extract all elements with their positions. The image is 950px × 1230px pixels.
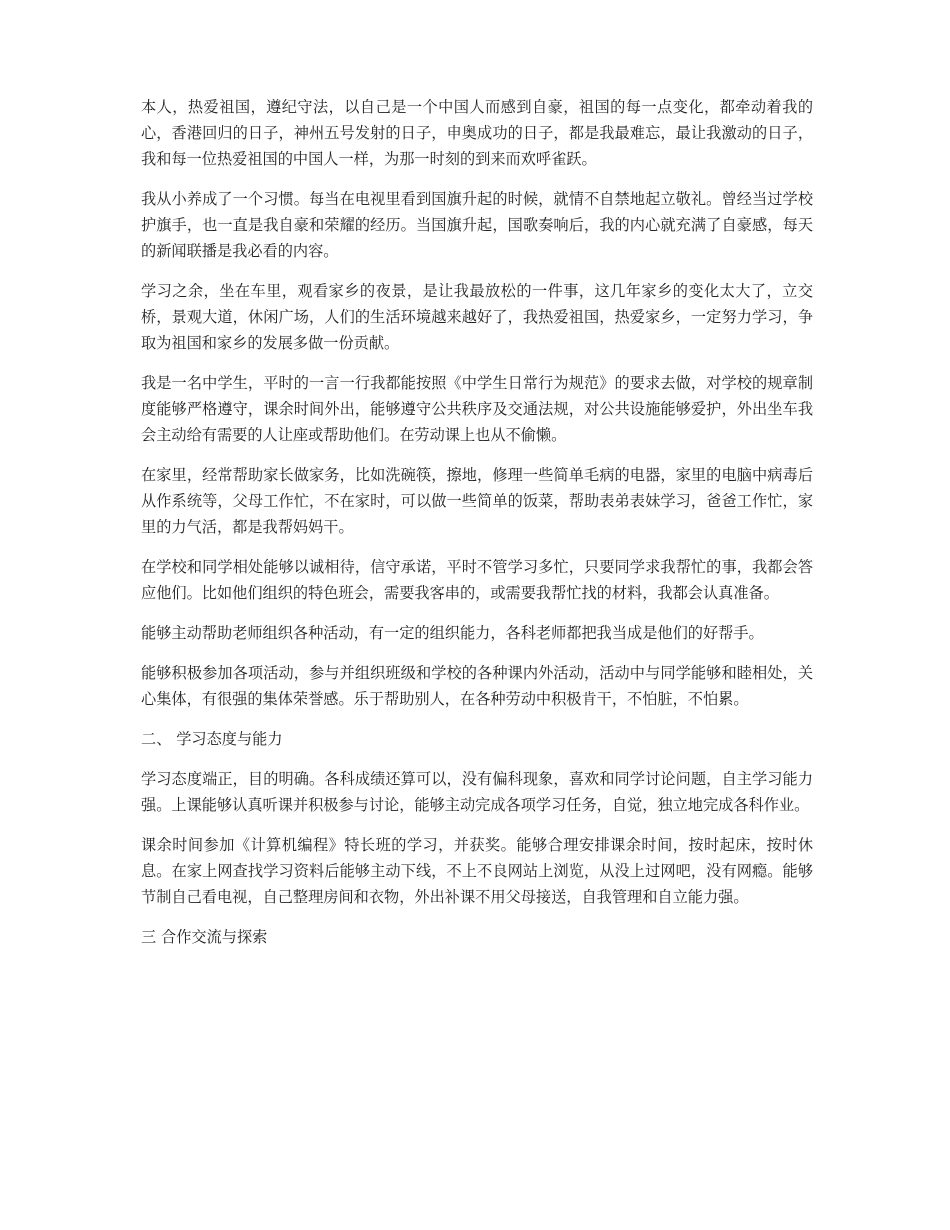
paragraph-home: 在家里，经常帮助家长做家务，比如洗碗筷，擦地，修理一些简单毛病的电器，家里的电脑中病毒后从作系统等，父母工作忙，不在家时，可以做一些简单的饭菜，帮助表弟表妹学习，爸爸工作忙，家里的力气活，都是我帮妈妈干。 [141, 466, 813, 536]
section-heading-study: 二、 学习态度与能力 [141, 730, 283, 748]
paragraph-patriotism: 本人，热爱祖国，遵纪守法，以自己是一个中国人而感到自豪，祖国的每一点变化，都牵动着我的心，香港回归的日子，神州五号发射的日子，申奥成功的日子，都是我最难忘，最让我激动的日子，我和每一位热爱祖国的中国人一样，为那一时刻的到来而欢呼雀跃。 [141, 98, 813, 168]
paragraph-activities: 能够积极参加各项活动，参与并组织班级和学校的各种课内外活动，活动中与同学能够和睦相处，关心集体，有很强的集体荣誉感。乐于帮助别人，在各种劳动中积极肯干，不怕脏，不怕累。 [141, 664, 813, 708]
document-body [141, 94, 813, 964]
paragraph-hometown: 学习之余，坐在车里，观看家乡的夜景，是让我最放松的一件事，这几年家乡的变化太大了，立交桥，景观大道，休闲广场，人们的生活环境越来越好了，我热爱祖国，热爱家乡，一定努力学习，争取为祖国和家乡的发展多做一份贡献。 [141, 282, 813, 352]
paragraph-study-attitude: 学习态度端正，目的明确。各科成绩还算可以，没有偏科现象，喜欢和同学讨论问题，自主学习能力强。上课能够认真听课并积极参与讨论，能够主动完成各项学习任务，自觉，独立地完成各科作业。 [141, 770, 813, 814]
paragraph-teacher-helper: 能够主动帮助老师组织各种活动，有一定的组织能力，各科老师都把我当成是他们的好帮手。 [141, 624, 764, 642]
paragraph-classmates: 在学校和同学相处能够以诚相待，信守承诺，平时不管学习多忙，只要同学求我帮忙的事，我都会答应他们。比如他们组织的特色班会，需要我客串的，或需要我帮忙找的材料，我都会认真准备。 [141, 558, 813, 602]
paragraph-after-school: 课余时间参加《计算机编程》特长班的学习，并获奖。能够合理安排课余时间，按时起床，按时休息。在家上网查找学习资料后能够主动下线，不上不良网站上浏览，从没上过网吧，没有网瘾。能够节制自己看电视，自己整理房间和衣物，外出补课不用父母接送，自我管理和自立能力强。 [141, 836, 813, 906]
paragraph-student-conduct: 我是一名中学生，平时的一言一行我都能按照《中学生日常行为规范》的要求去做，对学校的规章制度能够严格遵守，课余时间外出，能够遵守公共秩序及交通法规，对公共设施能够爱护，外出坐车我会主动给有需要的人让座或帮助他们。在劳动课上也从不偷懒。 [141, 374, 813, 444]
paragraph-habit: 我从小养成了一个习惯。每当在电视里看到国旗升起的时候，就情不自禁地起立敬礼。曾经当过学校护旗手，也一直是我自豪和荣耀的经历。当国旗升起，国歌奏响后，我的内心就充满了自豪感，每天的新闻联播是我必看的内容。 [141, 190, 813, 260]
section-heading-cooperation: 三 合作交流与探索 [141, 928, 268, 946]
